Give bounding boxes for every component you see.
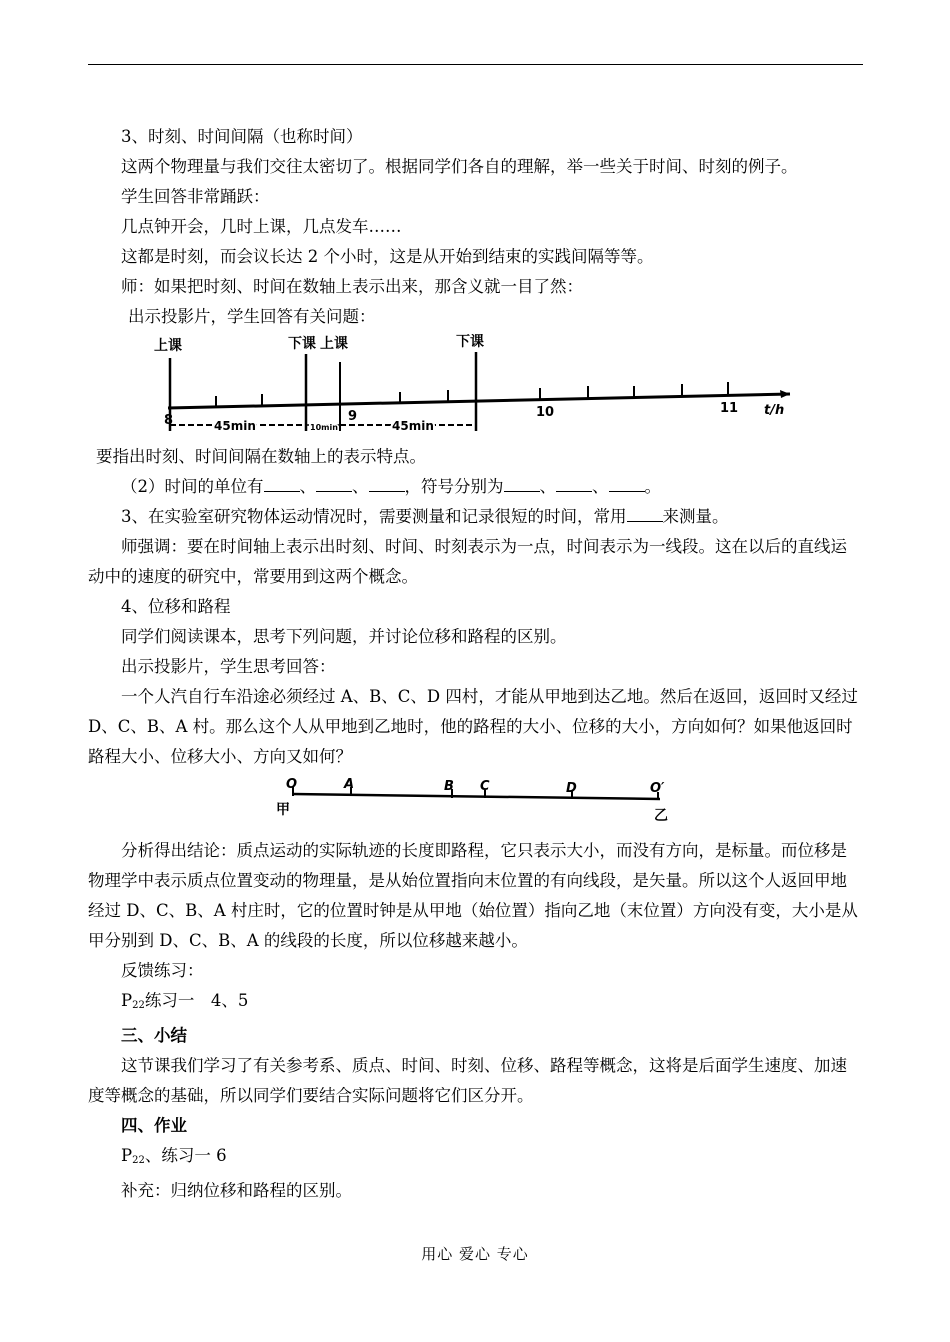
paragraph: 学生回答非常踊跃： <box>121 187 270 206</box>
start-label: 甲 <box>276 802 290 818</box>
blank <box>504 475 540 492</box>
interval-label: 10min <box>310 423 338 432</box>
point-label: B <box>444 779 454 794</box>
interval-label: 45min <box>392 419 434 433</box>
document-body <box>88 122 863 1206</box>
exercise-reference: $P_{22}$、练习一 6 <box>121 1146 227 1166</box>
paragraph: 这两个物理量与我们交往太密切了。根据同学们各自的理解，举一些关于时间、时刻的例子。 <box>121 157 798 176</box>
paragraph: 师：如果把时刻、时间在数轴上表示出来，那含义就一目了然： <box>121 277 583 296</box>
fill-in-question: （2）时间的单位有 、 、 ，符号分别为 、 、 。 <box>121 477 661 496</box>
paragraph: 这都是时刻，而会议长达 2 个小时，这是从开始到结束的实践间隔等等。 <box>121 247 654 266</box>
axis-unit-label: t/h <box>764 403 785 418</box>
paragraph: 同学们阅读课本，思考下列问题，并讨论位移和路程的区别。 <box>121 627 567 646</box>
end-label: 乙 <box>654 808 668 824</box>
blank <box>556 475 592 492</box>
point-label: O′ <box>650 781 665 796</box>
timeline-figure <box>88 334 863 442</box>
point-label: A <box>344 777 355 792</box>
fill-in-question: 3、在实验室研究物体运动情况时，需要测量和记录很短的时间，常用 来测量。 <box>121 507 729 526</box>
blank <box>609 475 645 492</box>
paragraph: 出示投影片，学生思考回答： <box>121 657 336 676</box>
interval-label: 45min <box>214 419 256 433</box>
page-footer: 用心 爱心 专心 <box>421 1245 529 1263</box>
label-class-start: 上课 <box>154 338 182 354</box>
section-heading-homework: 四、作业 <box>121 1116 187 1135</box>
tick-label: 9 <box>348 409 358 424</box>
point-label: D <box>566 781 577 796</box>
tick-label: 8 <box>164 413 174 428</box>
header-rule <box>88 64 863 65</box>
exercise-reference: $P_{22}$练习一 4、5 <box>121 991 249 1011</box>
blank <box>316 475 352 492</box>
point-label: C <box>480 779 490 794</box>
label-class-end: 下课 <box>288 336 316 352</box>
section-heading-summary: 三、小结 <box>121 1026 187 1045</box>
blank <box>369 475 405 492</box>
paragraph: 补充：归纳位移和路程的区别。 <box>121 1181 352 1200</box>
paragraph: 反馈练习： <box>121 961 204 980</box>
blank <box>264 475 300 492</box>
section-heading-time: 3、时刻、时间间隔（也称时间） <box>121 127 363 146</box>
point-label: O <box>286 777 298 792</box>
blank <box>627 505 663 522</box>
label-class-end: 下课 <box>456 334 484 350</box>
paragraph: 几点钟开会，几时上课，几点发车…… <box>121 217 402 236</box>
paragraph: 出示投影片，学生回答有关问题： <box>128 307 376 326</box>
route-figure <box>88 776 863 836</box>
tick-label: 10 <box>536 405 555 420</box>
tick-label: 11 <box>720 401 739 416</box>
paragraph: 师强调：要在时间轴上表示出时刻、时间、时刻表示为一点，时间表示为一线段。这在以后的直线运动中的速度的研究中，常要用到这两个概念。 <box>88 537 847 586</box>
section-heading-displacement: 4、位移和路程 <box>121 597 231 616</box>
label-class-start: 上课 <box>320 336 348 352</box>
paragraph: 要指出时刻、时间间隔在数轴上的表示特点。 <box>96 447 426 466</box>
paragraph: 分析得出结论：质点运动的实际轨迹的长度即路程，它只表示大小，而没有方向，是标量。而位移是物理学中表示质点位置变动的物理量，是从始位置指向末位置的有向线段，是矢量。所以这个人返回甲地经过 D、C、B、A 村庄时，它的位置时钟是从甲地（始位置）指向乙地（末位置）方向没有变，大小是从甲分别到 D、C、B、A 的线段的长度，所以位移越来越小。 <box>88 841 858 950</box>
paragraph: 一个人汽自行车沿途必须经过 A、B、C、D 四村，才能从甲地到达乙地。然后在返回，返回时又经过 D、C、B、A 村。那么这个人从甲地到乙地时，他的路程的大小、位移的大小，方向如何？如果他返回时路程大小、位移大小、方向又如何？ <box>88 687 858 766</box>
paragraph: 这节课我们学习了有关参考系、质点、时间、时刻、位移、路程等概念，这将是后面学生速度、加速度等概念的基础，所以同学们要结合实际问题将它们区分开。 <box>88 1056 847 1105</box>
